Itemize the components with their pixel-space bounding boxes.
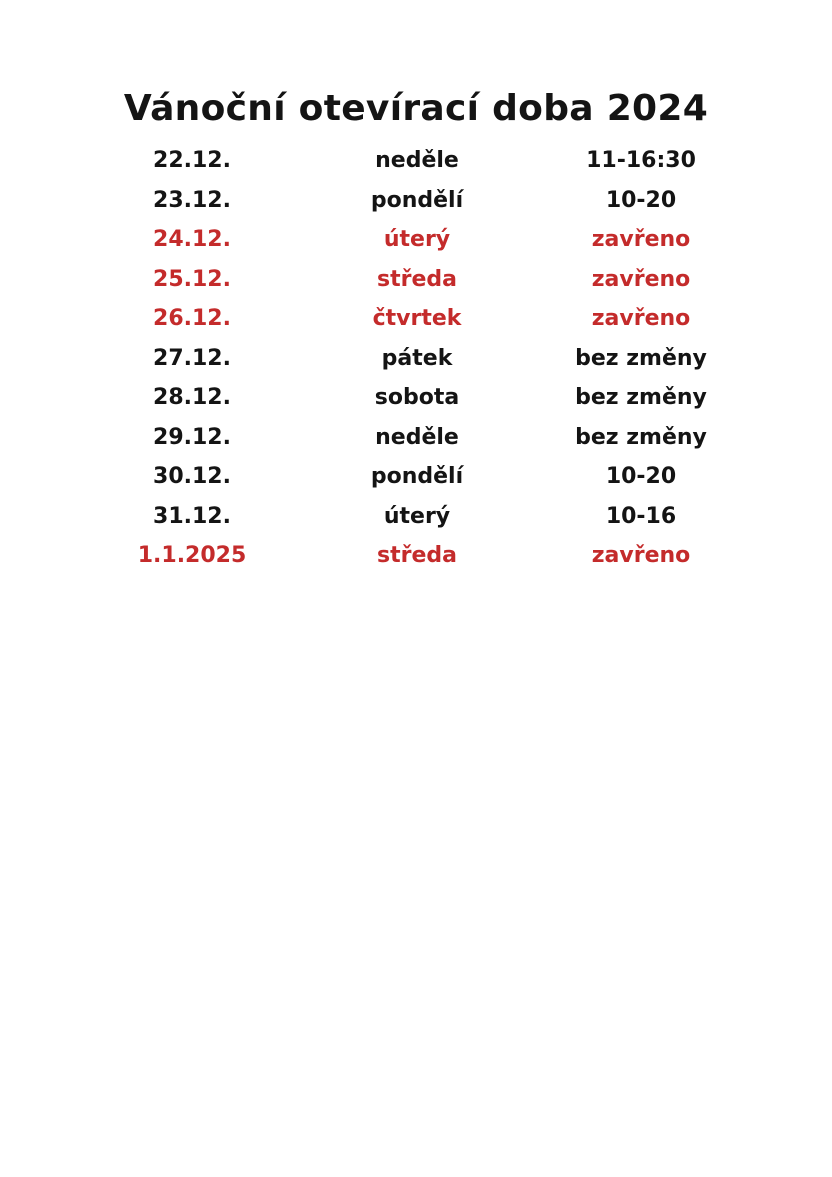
page-title: Vánoční otevírací doba 2024: [123, 88, 709, 129]
table-row: [0, 221, 832, 261]
day-cell: neděle: [375, 148, 459, 173]
date-cell: 25.12.: [153, 266, 231, 292]
hours-cell: bez změny: [575, 424, 707, 450]
hours-cell: zavřeno: [591, 543, 691, 568]
table-row: [0, 379, 832, 419]
day-cell: pondělí: [370, 464, 464, 489]
table-row: [0, 458, 832, 498]
date-cell: 30.12.: [153, 464, 231, 489]
table-row: [0, 419, 832, 459]
date-cell: 24.12.: [153, 227, 231, 252]
date-cell: 1.1.2025: [137, 543, 247, 568]
date-cell: 28.12.: [153, 385, 231, 410]
table-row: [0, 537, 832, 577]
table-row: [0, 300, 832, 340]
hours-cell: zavřeno: [591, 227, 691, 252]
hours-cell: bez změny: [575, 345, 707, 371]
table-row: [0, 340, 832, 380]
day-cell: čtvrtek: [372, 306, 462, 331]
opening-hours-table: [0, 142, 832, 577]
day-cell: pátek: [381, 345, 453, 371]
table-row: [0, 261, 832, 301]
table-row: [0, 498, 832, 538]
day-cell: středa: [377, 543, 457, 568]
hours-cell: 11-16:30: [586, 148, 696, 173]
hours-cell: zavřeno: [591, 266, 691, 292]
hours-cell: 10-20: [605, 464, 677, 489]
table-row: [0, 182, 832, 222]
hours-cell: 10-20: [605, 187, 677, 213]
day-cell: neděle: [375, 424, 459, 450]
day-cell: středa: [377, 266, 457, 292]
date-cell: 27.12.: [153, 345, 231, 371]
day-cell: úterý: [383, 227, 451, 252]
day-cell: sobota: [374, 385, 460, 410]
day-cell: úterý: [383, 503, 451, 529]
hours-cell: bez změny: [575, 385, 707, 410]
date-cell: 26.12.: [153, 306, 231, 331]
table-row: [0, 142, 832, 182]
hours-cell: zavřeno: [591, 306, 691, 331]
hours-cell: 10-16: [605, 503, 677, 529]
date-cell: 23.12.: [153, 187, 231, 213]
date-cell: 31.12.: [153, 503, 231, 529]
date-cell: 29.12.: [153, 424, 231, 450]
day-cell: pondělí: [370, 187, 464, 213]
date-cell: 22.12.: [153, 148, 231, 173]
